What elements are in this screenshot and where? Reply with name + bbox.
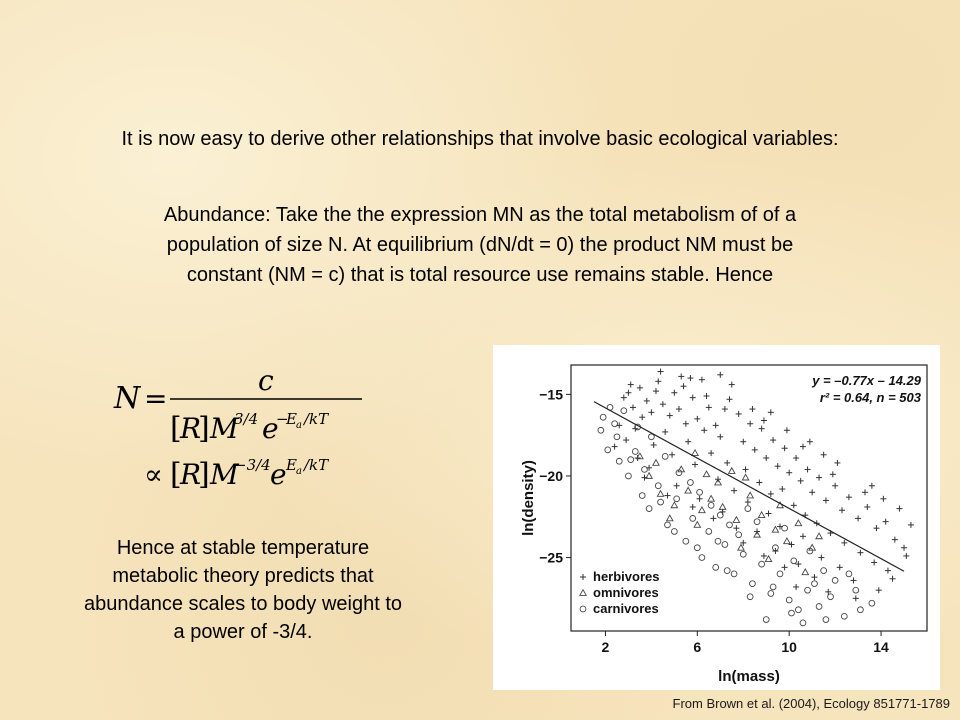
herbivores-point-96 <box>821 452 827 458</box>
omnivores-point-4 <box>699 507 705 513</box>
herbivores-point-35 <box>823 497 829 503</box>
herbivores-point-84 <box>697 496 703 502</box>
carnivores-point-62 <box>747 594 753 600</box>
herbivores-point-111 <box>880 496 886 502</box>
herbivores-point-10 <box>676 406 682 412</box>
y-tick-label-1: −20 <box>539 467 563 484</box>
carnivores-point-53 <box>600 414 606 420</box>
equation-kt-2: /kT <box>304 456 329 474</box>
herbivores-point-21 <box>740 439 746 445</box>
herbivores-point-103 <box>658 369 664 375</box>
carnivores-point-43 <box>736 532 742 538</box>
herbivores-point-54 <box>724 460 730 466</box>
herbivores-point-98 <box>784 427 790 433</box>
herbivores-point-23 <box>752 447 758 453</box>
equation-r-2: R <box>180 458 202 491</box>
carnivores-point-2 <box>612 421 618 427</box>
omnivores-point-18 <box>667 515 673 521</box>
equation-m: M <box>210 412 239 445</box>
herbivores-point-112 <box>903 553 909 559</box>
herbivores-point-53 <box>708 450 714 456</box>
carnivores-point-47 <box>782 525 788 531</box>
carnivores-point-51 <box>832 578 838 584</box>
herbivores-point-37 <box>839 507 845 513</box>
carnivores-point-68 <box>869 600 875 606</box>
x-tick-label-0: 2 <box>601 639 610 655</box>
carnivores-point-39 <box>697 489 703 495</box>
carnivores-point-5 <box>632 449 638 455</box>
chart-legend <box>580 569 660 616</box>
herbivores-point-64 <box>857 550 863 556</box>
herbivores-point-19 <box>729 382 735 388</box>
herbivores-point-48 <box>655 378 661 384</box>
equation-ea-subscript: a <box>296 420 302 431</box>
herbivores-point-49 <box>639 414 645 420</box>
abundance-equation <box>110 360 390 500</box>
herbivores-point-73 <box>851 577 857 583</box>
equation-bracket-open-2: [ <box>170 457 182 492</box>
omnivores-point-22 <box>802 569 808 575</box>
herbivores-point-81 <box>612 444 618 450</box>
herbivores-point-89 <box>811 574 817 580</box>
carnivores-point-65 <box>812 581 818 587</box>
y-tick-label-2: −25 <box>539 549 563 566</box>
herbivores-point-109 <box>830 471 836 477</box>
herbivores-point-6 <box>653 388 659 394</box>
conclusion-paragraph <box>38 534 448 646</box>
omnivores-point-5 <box>708 496 714 502</box>
herbivores-point-46 <box>699 377 705 383</box>
legend-marker-herbivores <box>580 574 586 580</box>
carnivores-point-52 <box>846 571 852 577</box>
herbivores-point-105 <box>726 396 732 402</box>
herbivores-point-95 <box>834 460 840 466</box>
herbivores-point-100 <box>704 393 710 399</box>
herbivores-point-79 <box>651 442 657 448</box>
omnivores-point-19 <box>694 522 700 528</box>
herbivores-point-43 <box>892 537 898 543</box>
herbivores-point-121 <box>690 504 696 510</box>
herbivores-point-93 <box>896 506 902 512</box>
legend-marker-carnivores <box>580 606 586 612</box>
legend-label-omnivores: omnivores <box>593 585 659 600</box>
equation-numerator-c: c <box>258 364 274 397</box>
herbivores-point-52 <box>685 439 691 445</box>
herbivores-point-30 <box>793 455 799 461</box>
equation-m-2: M <box>210 458 239 491</box>
carnivores-point-33 <box>621 408 627 414</box>
herbivores-point-66 <box>885 568 891 574</box>
carnivores-point-64 <box>789 610 795 616</box>
herbivores-point-47 <box>678 373 684 379</box>
herbivores-point-65 <box>871 559 877 565</box>
herbivores-point-22 <box>747 421 753 427</box>
omnivores-point-8 <box>747 492 753 498</box>
herbivores-point-110 <box>869 483 875 489</box>
herbivores-point-39 <box>855 515 861 521</box>
carnivores-point-30 <box>763 617 769 623</box>
carnivores-point-12 <box>690 515 696 521</box>
herbivores-point-7 <box>660 401 666 407</box>
herbivores-point-63 <box>841 540 847 546</box>
carnivores-point-17 <box>731 571 737 577</box>
herbivores-point-27 <box>775 463 781 469</box>
x-tick-label-1: 6 <box>693 639 702 655</box>
herbivores-point-78 <box>669 452 675 458</box>
herbivores-point-38 <box>846 494 852 500</box>
omnivores-point-25 <box>692 450 698 456</box>
conclusion-line-2: metabolic theory predicts that <box>112 565 374 587</box>
carnivores-point-14 <box>706 529 712 535</box>
herbivores-point-18 <box>722 406 728 412</box>
herbivores-point-20 <box>736 411 742 417</box>
carnivores-point-19 <box>750 581 756 587</box>
herbivores-point-31 <box>798 478 804 484</box>
herbivores-point-83 <box>674 483 680 489</box>
equation-svg <box>110 360 390 500</box>
x-tick-label-2: 10 <box>781 639 797 655</box>
omnivores-point-21 <box>765 556 771 562</box>
carnivores-point-38 <box>688 480 694 486</box>
herbivores-point-113 <box>890 576 896 582</box>
carnivores-point-10 <box>674 496 680 502</box>
herbivores-point-125 <box>623 437 629 443</box>
regression-stats-annotation: r² = 0.64, n = 503 <box>819 390 921 405</box>
herbivores-point-122 <box>664 493 670 499</box>
equation-exponent-pos: 3/4 <box>234 410 259 428</box>
herbivores-point-75 <box>731 488 737 494</box>
abundance-line-1: Abundance: Take the the expression MN as the total metabolism of of a <box>163 204 797 226</box>
legend-label-carnivores: carnivores <box>593 601 659 616</box>
equation-bracket-open: [ <box>170 411 182 446</box>
equation-bracket-close: ] <box>198 411 210 446</box>
carnivores-point-50 <box>821 568 827 574</box>
herbivores-point-33 <box>809 489 815 495</box>
herbivores-point-13 <box>694 416 700 422</box>
herbivores-point-58 <box>779 486 785 492</box>
herbivores-point-45 <box>717 372 723 378</box>
herbivores-point-56 <box>756 479 762 485</box>
herbivores-point-42 <box>883 519 889 525</box>
omnivores-point-29 <box>816 533 822 539</box>
carnivores-point-15 <box>713 564 719 570</box>
herbivores-point-77 <box>692 462 698 468</box>
carnivores-point-25 <box>805 587 811 593</box>
omnivores-point-7 <box>733 517 739 523</box>
herbivores-point-72 <box>837 564 843 570</box>
herbivores-point-51 <box>662 429 668 435</box>
herbivores-point-9 <box>671 390 677 396</box>
omnivores-point-16 <box>729 468 735 474</box>
herbivores-point-99 <box>761 417 767 423</box>
carnivores-point-29 <box>857 607 863 613</box>
conclusion-line-3: abundance scales to body weight to <box>84 593 402 615</box>
herbivores-point-104 <box>687 375 693 381</box>
omnivores-point-11 <box>784 538 790 544</box>
herbivores-point-15 <box>706 404 712 410</box>
equation-minus: − <box>276 410 289 428</box>
omnivores-point-3 <box>685 487 691 493</box>
carnivores-point-9 <box>665 522 671 528</box>
carnivores-point-57 <box>658 499 664 505</box>
carnivores-point-3 <box>616 458 622 464</box>
carnivores-point-63 <box>770 584 776 590</box>
omnivores-point-0 <box>646 473 652 479</box>
omnivores-point-9 <box>758 512 764 518</box>
equation-e: e <box>262 412 279 445</box>
legend-marker-omnivores <box>580 590 586 596</box>
density-mass-figure <box>493 345 940 690</box>
herbivores-point-94 <box>908 522 914 528</box>
omnivores-point-1 <box>657 491 663 497</box>
herbivores-point-29 <box>786 470 792 476</box>
carnivores-point-27 <box>828 594 834 600</box>
herbivores-point-59 <box>791 502 797 508</box>
omnivores-point-12 <box>795 520 801 526</box>
omnivores-point-10 <box>772 527 778 533</box>
conclusion-line-4: a power of -3/4. <box>173 621 313 643</box>
herbivores-point-5 <box>648 409 654 415</box>
chart-axes <box>539 386 889 655</box>
equation-ea-2: E <box>286 456 297 474</box>
equation-ea-subscript-2: a <box>296 466 302 477</box>
omnivores-point-24 <box>653 460 659 466</box>
herbivores-point-74 <box>745 499 751 505</box>
herbivores-point-4 <box>644 398 650 404</box>
omnivores-point-6 <box>719 504 725 510</box>
regression-equation-annotation: y = –0.77x – 14.29 <box>812 373 921 388</box>
herbivores-point-24 <box>759 426 765 432</box>
herbivores-point-55 <box>743 466 749 472</box>
herbivores-point-40 <box>864 504 870 510</box>
herbivores-point-106 <box>749 406 755 412</box>
carnivores-point-20 <box>759 561 765 567</box>
equation-ea: E <box>286 410 297 428</box>
herbivores-point-57 <box>768 491 774 497</box>
equation-lhs-n: N <box>114 381 141 416</box>
carnivores-point-61 <box>724 568 730 574</box>
regression-line <box>594 402 904 572</box>
herbivores-point-115 <box>793 584 799 590</box>
herbivores-point-116 <box>782 564 788 570</box>
carnivores-point-41 <box>717 512 723 518</box>
carnivores-point-11 <box>683 538 689 544</box>
carnivores-point-58 <box>671 529 677 535</box>
herbivores-point-102 <box>628 382 634 388</box>
omnivores-point-17 <box>742 474 748 480</box>
herbivores-point-26 <box>770 437 776 443</box>
herbivores-point-71 <box>818 555 824 561</box>
herbivores-point-36 <box>832 483 838 489</box>
carnivores-point-66 <box>823 617 829 623</box>
herbivores-point-107 <box>768 409 774 415</box>
herbivores-point-8 <box>667 413 673 419</box>
herbivores-point-28 <box>782 445 788 451</box>
x-axis-label: ln(mass) <box>718 668 780 685</box>
carnivores-point-45 <box>754 519 760 525</box>
equation-equals: = <box>144 382 168 415</box>
carnivores-point-8 <box>655 483 661 489</box>
carnivores-point-44 <box>745 506 751 512</box>
herbivores-point-70 <box>800 533 806 539</box>
herbivores-point-11 <box>683 421 689 427</box>
herbivores-point-108 <box>800 444 806 450</box>
source-caption: From Brown et al. (2004), Ecology 851771-1789 <box>672 696 950 711</box>
herbivores-point-67 <box>766 511 772 517</box>
carnivores-point-42 <box>727 522 733 528</box>
carnivores-point-21 <box>768 591 774 597</box>
carnivores-point-7 <box>646 506 652 512</box>
herbivores-point-120 <box>710 515 716 521</box>
carnivores-point-6 <box>639 493 645 499</box>
carnivores-point-23 <box>786 597 792 603</box>
equation-e-2: e <box>270 458 287 491</box>
herbivores-point-0 <box>621 395 627 401</box>
carnivores-point-67 <box>853 587 859 593</box>
equation-proportional: ∝ <box>144 458 163 491</box>
carnivores-point-36 <box>662 453 668 459</box>
herbivores-point-41 <box>873 525 879 531</box>
omnivores-point-2 <box>671 502 677 508</box>
herbivores-point-44 <box>901 545 907 551</box>
carnivores-point-1 <box>605 447 611 453</box>
carnivores-point-40 <box>708 502 714 508</box>
carnivores-point-4 <box>626 473 632 479</box>
scatter-chart <box>493 345 940 690</box>
equation-exponent-neg: −3/4 <box>234 456 271 474</box>
carnivores-point-56 <box>642 467 648 473</box>
herbivores-point-12 <box>690 395 696 401</box>
herbivores-point-101 <box>681 383 687 389</box>
carnivores-point-60 <box>715 538 721 544</box>
herbivores-point-1 <box>625 390 631 396</box>
herbivores-point-25 <box>763 455 769 461</box>
carnivores-point-54 <box>614 434 620 440</box>
herbivores-point-91 <box>853 595 859 601</box>
equation-kt: /kT <box>304 410 329 428</box>
carnivores-point-55 <box>628 457 634 463</box>
herbivores-point-114 <box>876 587 882 593</box>
herbivores-point-14 <box>701 427 707 433</box>
y-tick-label-0: −15 <box>539 386 563 403</box>
herbivores-point-117 <box>761 553 767 559</box>
carnivores-point-24 <box>795 607 801 613</box>
carnivores-point-28 <box>841 613 847 619</box>
carnivores-point-0 <box>598 427 604 433</box>
equation-bracket-close-2: ] <box>198 457 210 492</box>
herbivores-point-32 <box>805 466 811 472</box>
herbivores-point-3 <box>637 385 643 391</box>
x-tick-label-3: 14 <box>873 639 889 655</box>
carnivores-point-22 <box>777 571 783 577</box>
abundance-paragraph <box>70 200 890 290</box>
y-axis-label: ln(density) <box>520 460 537 536</box>
equation-r: R <box>180 412 202 445</box>
conclusion-line-1: Hence at stable temperature <box>116 537 370 559</box>
carnivores-point-13 <box>699 555 705 561</box>
herbivores-point-92 <box>862 489 868 495</box>
abundance-line-3: constant (NM = c) that is total resource use remains stable. Hence <box>186 264 774 286</box>
carnivores-point-59 <box>694 545 700 551</box>
herbivores-point-2 <box>630 404 636 410</box>
omnivores-point-26 <box>703 471 709 477</box>
carnivores-point-16 <box>722 542 728 548</box>
intro-text: It is now easy to derive other relationships that involve basic ecological variables: <box>121 128 839 150</box>
herbivores-point-16 <box>713 422 719 428</box>
herbivores-point-119 <box>733 525 739 531</box>
carnivores-point-18 <box>740 551 746 557</box>
herbivores-point-17 <box>717 434 723 440</box>
abundance-line-2: population of size N. At equilibrium (dN/dt = 0) the product NM must be <box>166 234 794 256</box>
legend-label-herbivores: herbivores <box>593 569 660 584</box>
carnivores-point-48 <box>791 558 797 564</box>
herbivores-point-34 <box>816 475 822 481</box>
herbivores-point-97 <box>807 439 813 445</box>
carnivores-point-26 <box>816 604 822 610</box>
carnivores-point-31 <box>800 620 806 626</box>
